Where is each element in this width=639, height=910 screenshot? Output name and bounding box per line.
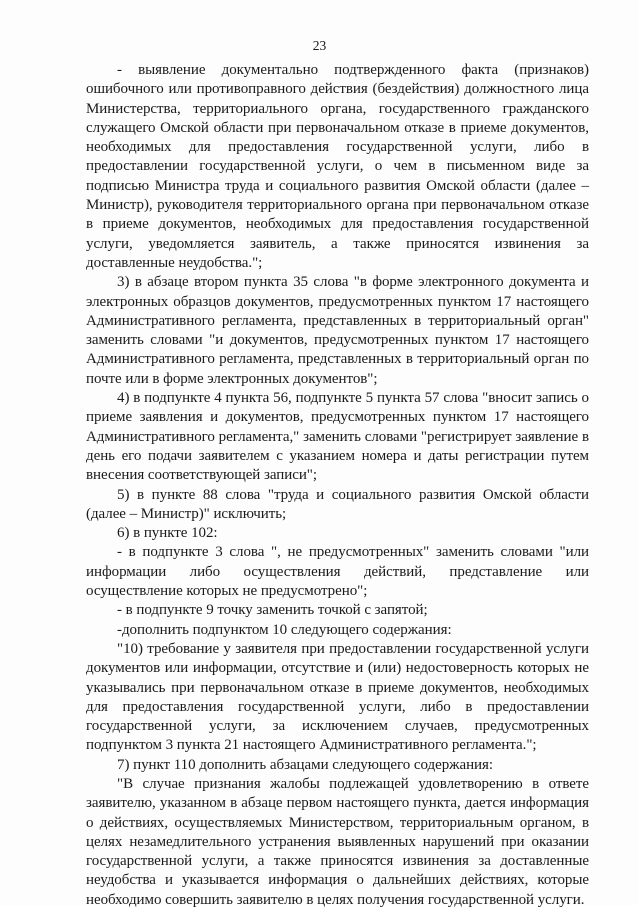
paragraph: 6) в пункте 102: — [117, 525, 218, 542]
paragraph: - в подпункте 9 точку заменить точкой с запятой; — [117, 602, 428, 619]
paragraph: 4) в подпункте 4 пункта 56, подпункте 5 пункта 57 слова "вносит запись о приеме заявления и документов, предусмотренных пунктом 17 настоящего Административного регламента," заменить словами "регистрирует заявление в день его подачи заявителем с указанием номера и даты регистрации путем внесения соответствующей записи"; — [86, 390, 589, 484]
paragraph: 3) в абзаце втором пункта 35 слова "в форме электронного документа и электронных образцов документов, предусмотренных пунктом 17 настоящего Административного регламента, представленных в территориальный орган" заменить словами "и документов, предусмотренных пунктом 17 настоящего Административного регламента, представленных в территориальный орган по почте или в форме электронных документов"; — [86, 274, 589, 387]
paragraph: 7) пункт 110 дополнить абзацами следующего содержания: — [117, 756, 493, 773]
paragraph: - в подпункте 3 слова ", не предусмотренных" заменить словами "или информации либо осуществления действий, представление или осуществление которых не предусмотрено"; — [86, 544, 589, 600]
paragraph: "В случае признания жалобы подлежащей удовлетворению в ответе заявителю, указанном в абзаце первом настоящего пункта, дается информация о действиях, осуществляемых Министерством, территориальным органом, в целях незамедлительного устранения выявленных нарушений при оказании государственной услуги, а также приносятся извинения за доставленные неудобства и указывается информация о дальнейших действиях, которые необходимо совершить заявителю в целях получения государственной услуги. — [86, 775, 589, 908]
paragraph: -дополнить подпунктом 10 следующего содержания: — [117, 621, 452, 638]
paragraph: 5) в пункте 88 слова "труда и социального развития Омской области (далее – Министр)" исключить; — [86, 486, 589, 522]
paragraph: - выявление документально подтвержденного факта (признаков) ошибочного или противоправного действия (бездействия) должностного лица Министерства, территориального органа, государственного гражданского служащего Омской области при первоначальном отказе в приеме документов, необходимых для предоставления государственной услуги, либо в предоставлении государственной услуги, о чем в письменном виде за подписью Министра труда и социального развития Омской области (далее – Министр), руководителя территориального органа при первоначальном отказе в приеме документов, необходимых для предоставления государственной услуги, уведомляется заявитель, а также приносятся извинения за доставленные неудобства."; — [86, 62, 589, 271]
paragraph: "10) требование у заявителя при предоставлении государственной услуги документов или информации, отсутствие и (или) недостоверность которых не указывались при первоначальном отказе в приеме документов, необходимых для предоставления государственной услуги, либо в предоставлении государственной услуги, за исключением случаев, предусмотренных подпунктом 3 пункта 21 настоящего Административного регламента."; — [86, 640, 589, 754]
document-body — [86, 61, 589, 910]
page-number: 23 — [312, 38, 327, 53]
